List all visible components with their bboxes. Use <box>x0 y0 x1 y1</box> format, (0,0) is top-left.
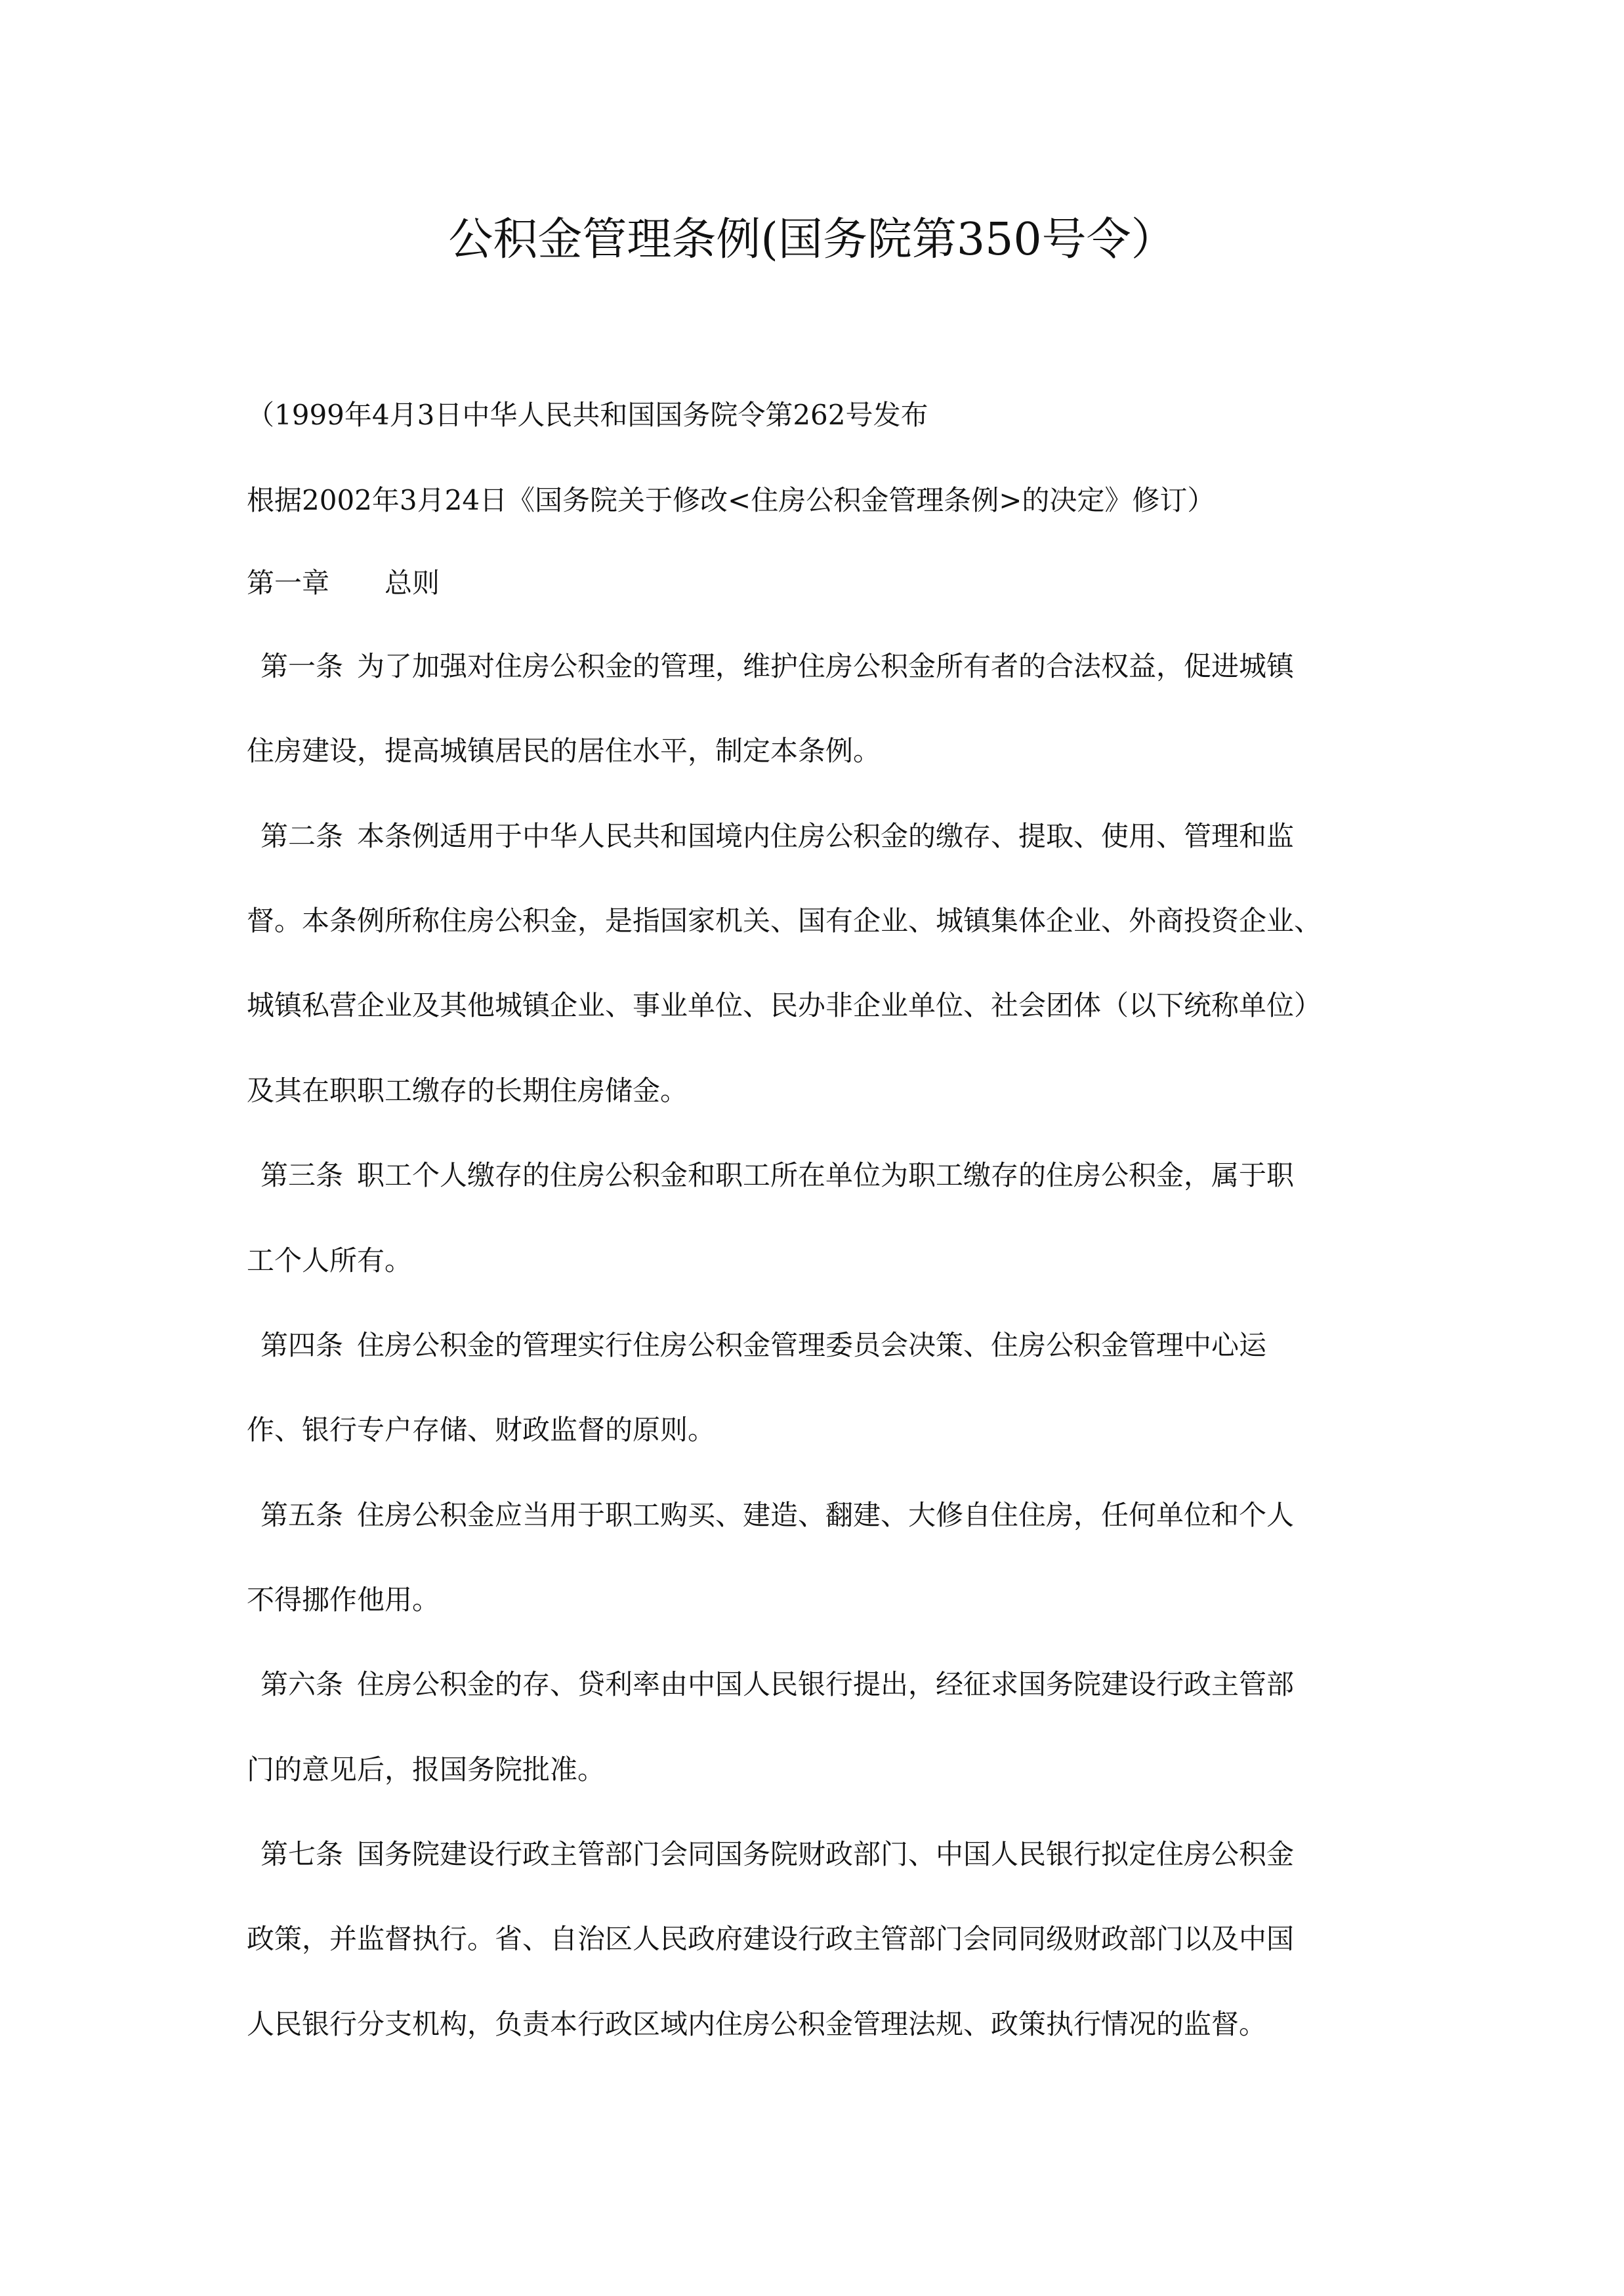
article-1-label: 第一条 <box>260 650 344 682</box>
article-4-line-2: 作、银行专户存储、财政监督的原则。 <box>247 1414 716 1446</box>
article-1-line-1 <box>247 645 1396 687</box>
article-2-line-1 <box>247 815 1396 857</box>
document-title: 公积金管理条例(国务院第350号令） <box>448 214 1176 266</box>
preamble-line-1: （1999年4月3日中华人民共和国国务院令第262号发布 <box>247 399 928 431</box>
article-2-label: 第二条 <box>260 820 344 852</box>
article-5-line-2: 不得挪作他用。 <box>247 1584 440 1616</box>
article-3-line-1 <box>247 1154 1396 1197</box>
chapter-label: 第一章 <box>247 567 330 599</box>
article-6-line-1 <box>247 1663 1396 1706</box>
article-6-text-1: 住房公积金的存、贷利率由中国人民银行提出，经征求国务院建设行政主管部 <box>357 1668 1295 1700</box>
article-1-line-2: 住房建设，提高城镇居民的居住水平，制定本条例。 <box>247 735 881 767</box>
article-7-label: 第七条 <box>260 1838 344 1870</box>
article-3-label: 第三条 <box>260 1159 344 1191</box>
article-3-line-2: 工个人所有。 <box>247 1244 413 1277</box>
article-6-label: 第六条 <box>260 1668 344 1700</box>
article-7-line-2: 政策，并监督执行。省、自治区人民政府建设行政主管部门会同同级财政部门以及中国 <box>247 1923 1295 1955</box>
chapter-name: 总则 <box>385 567 440 599</box>
article-5-text-1: 住房公积金应当用于职工购买、建造、翻建、大修自住住房，任何单位和个人 <box>357 1499 1295 1531</box>
article-3-text-1: 职工个人缴存的住房公积金和职工所在单位为职工缴存的住房公积金，属于职 <box>357 1159 1295 1191</box>
article-1-text-1: 为了加强对住房公积金的管理，维护住房公积金所有者的合法权益，促进城镇 <box>357 650 1295 682</box>
article-7-line-3: 人民银行分支机构，负责本行政区域内住房公积金管理法规、政策执行情况的监督。 <box>247 2008 1267 2040</box>
article-5-label: 第五条 <box>260 1499 344 1531</box>
article-2-text-1: 本条例适用于中华人民共和国境内住房公积金的缴存、提取、使用、管理和监 <box>357 820 1295 852</box>
article-5-line-1 <box>247 1494 1396 1536</box>
article-4-label: 第四条 <box>260 1329 344 1361</box>
article-2-line-2: 督。本条例所称住房公积金，是指国家机关、国有企业、城镇集体企业、外商投资企业、 <box>247 905 1322 937</box>
chapter-heading <box>247 562 1382 604</box>
article-6-line-2: 门的意见后，报国务院批准。 <box>247 1753 606 1786</box>
article-4-line-1 <box>247 1324 1396 1366</box>
article-2-line-3: 城镇私营企业及其他城镇企业、事业单位、民办非企业单位、社会团体（以下统称单位） <box>247 989 1322 1021</box>
article-2-line-4: 及其在职职工缴存的长期住房储金。 <box>247 1075 688 1107</box>
article-4-text-1: 住房公积金的管理实行住房公积金管理委员会决策、住房公积金管理中心运 <box>357 1329 1267 1361</box>
article-7-text-1: 国务院建设行政主管部门会同国务院财政部门、中国人民银行拟定住房公积金 <box>357 1838 1295 1870</box>
preamble-line-2: 根据2002年3月24日《国务院关于修改<住房公积金管理条例>的决定》修订） <box>247 484 1215 516</box>
article-7-line-1 <box>247 1833 1396 1876</box>
